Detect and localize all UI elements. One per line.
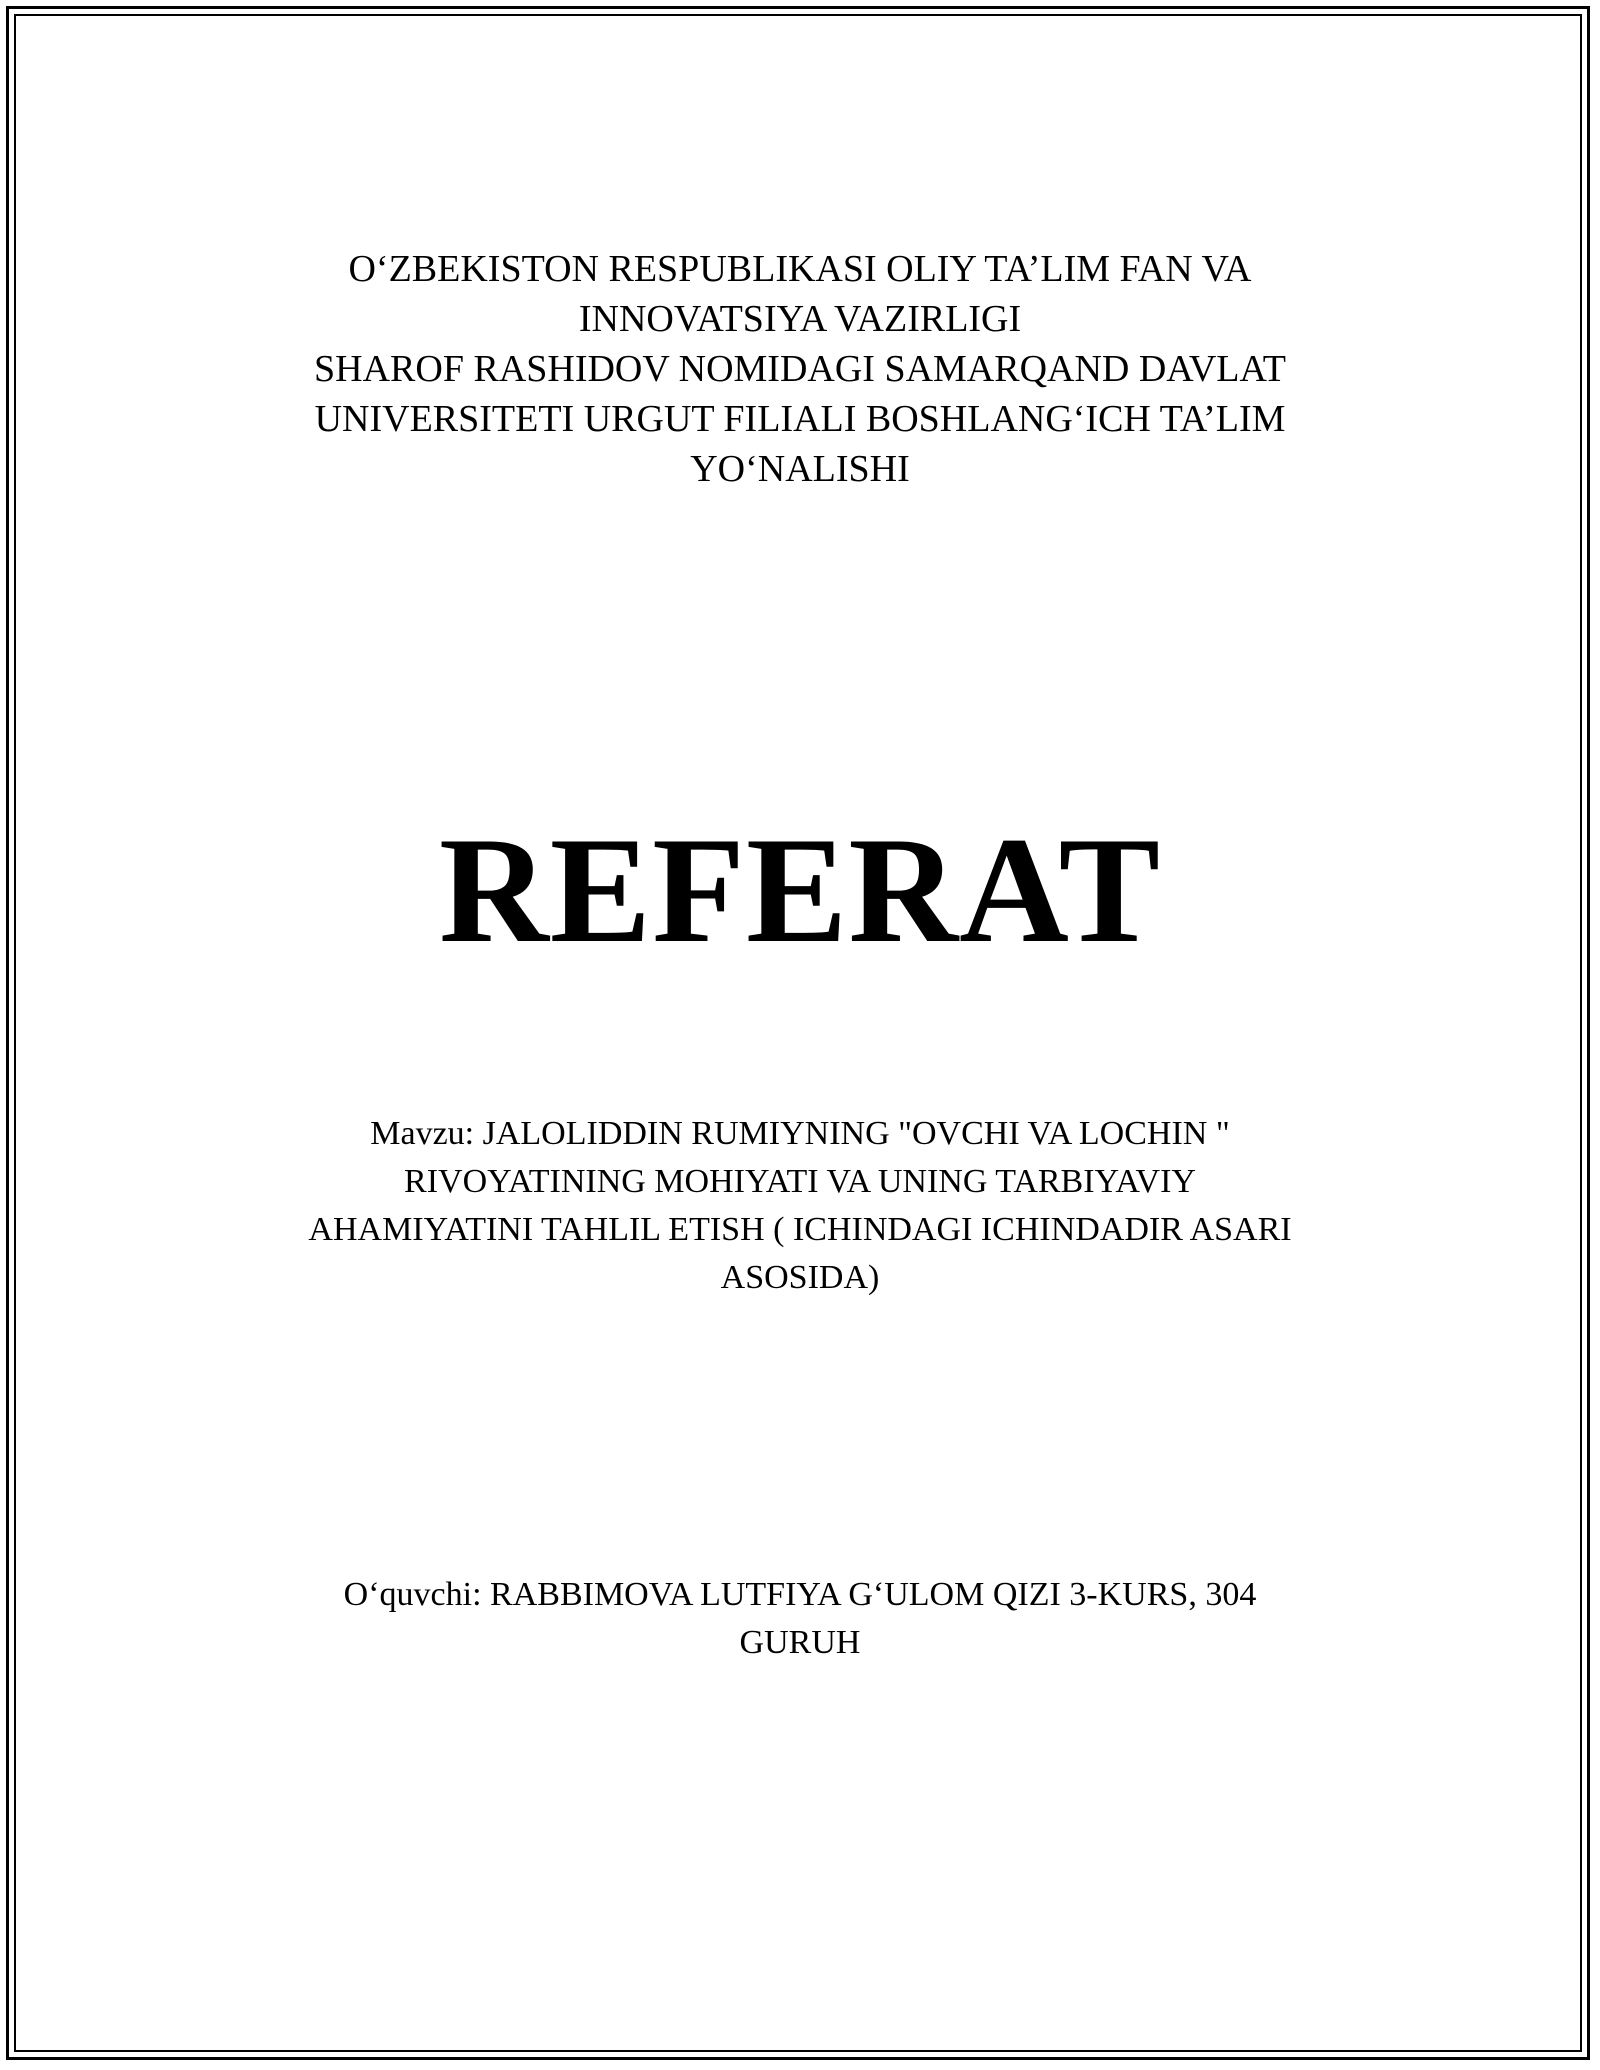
student-line: GURUH [739, 1624, 861, 1661]
topic-line: ASOSIDA) [720, 1259, 880, 1296]
header-line: O‘ZBEKISTON RESPUBLIKASI OLIY TA’LIM FAN VA [348, 248, 1252, 290]
topic-line: Mavzu: JALOLIDDIN RUMIYNING "OVCHI VA LOCHIN " [370, 1115, 1230, 1152]
header-line: YO‘NALISHI [690, 448, 910, 490]
student-line: O‘quvchi: RABBIMOVA LUTFIYA G‘ULOM QIZI 3-KURS, 304 [343, 1576, 1257, 1613]
student-section [200, 1571, 1400, 1667]
header-line: UNIVERSITETI URGUT FILIALI BOSHLANG‘ICH TA’LIM [314, 398, 1286, 440]
topic-section [200, 1110, 1400, 1302]
topic-line: RIVOYATINING MOHIYATI VA UNING TARBIYAVIY [404, 1163, 1196, 1200]
header-line: INNOVATSIYA VAZIRLIGI [578, 298, 1022, 340]
ministry-header [200, 244, 1400, 494]
topic-line: AHAMIYATINI TAHLIL ETISH ( ICHINDAGI ICHINDADIR ASARI [308, 1211, 1292, 1248]
document-title: REFERAT [438, 806, 1162, 974]
header-line: SHAROF RASHIDOV NOMIDAGI SAMARQAND DAVLAT [314, 348, 1286, 390]
